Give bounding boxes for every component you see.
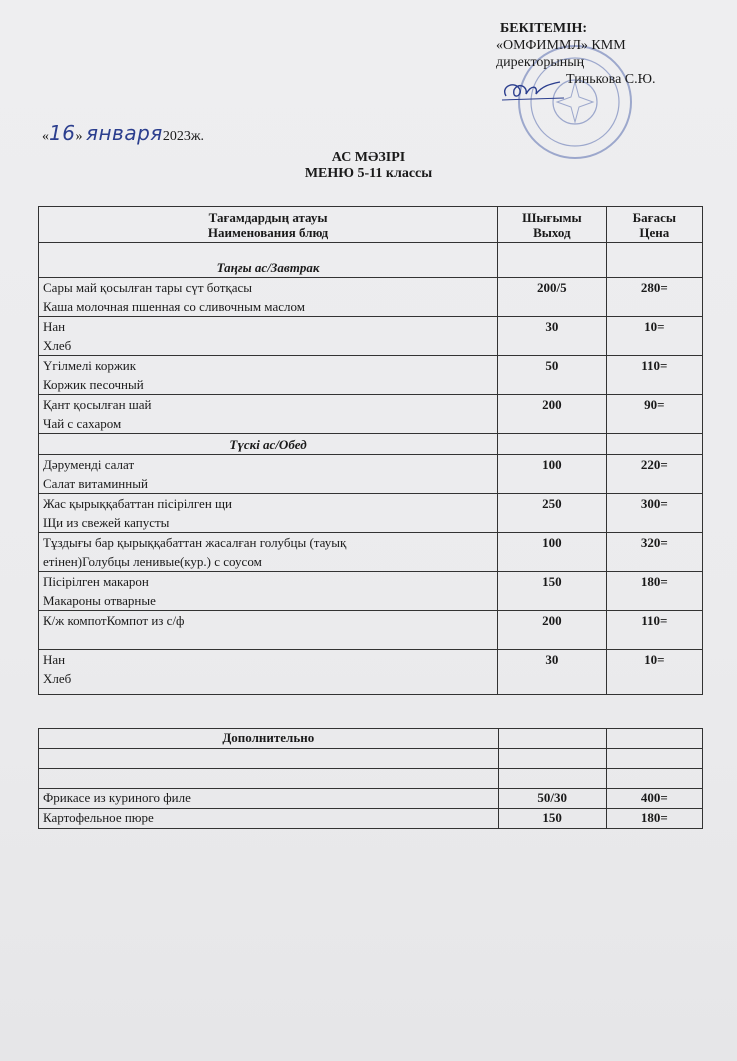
date-open-quote: « xyxy=(42,129,49,144)
section-lunch-label: Түскі ас/Обед xyxy=(39,434,498,455)
section-breakfast xyxy=(39,243,703,278)
table-row: К/ж компотКомпот из с/ф 200 110= xyxy=(39,611,703,650)
table-row: Пісірілген макарон Макароны отварные 150 180= xyxy=(39,572,703,611)
table-row: Тұздығы бар қырыққабаттан жасалған голубцы (тауық етінен)Голубцы ленивые(кур.) с соусом 100 320= xyxy=(39,533,703,572)
col-price-header: Бағасы Цена xyxy=(606,207,702,243)
extra-table xyxy=(38,728,703,829)
date-day: 16 xyxy=(49,121,76,145)
table-row xyxy=(39,749,703,769)
menu-table xyxy=(38,206,703,695)
menu-title xyxy=(0,150,737,182)
section-breakfast-label: Таңғы ас/Завтрак xyxy=(39,243,498,278)
document-date xyxy=(42,121,204,145)
approval-org: «ОМФИММЛ» КММ xyxy=(496,38,626,53)
date-year: 2023ж. xyxy=(162,129,205,144)
table-row: Жас қырыққабаттан пісірілген щи Щи из свежей капусты 250 300= xyxy=(39,494,703,533)
table-row: Үгілмелі коржик Коржик песочный 50 110= xyxy=(39,356,703,395)
col-name-header: Тағамдардың атауы Наименования блюд xyxy=(39,207,498,243)
section-lunch xyxy=(39,434,703,455)
table-row: Нан Хлеб 30 10= xyxy=(39,317,703,356)
table-row: Нан Хлеб 30 10= xyxy=(39,650,703,695)
approval-position: директорының xyxy=(496,55,585,70)
table-row: Қант қосылған шай Чай с сахаром 200 90= xyxy=(39,395,703,434)
col-yield-header: Шығымы Выход xyxy=(498,207,606,243)
approval-title: БЕКІТЕМІН: xyxy=(500,21,588,36)
approval-name: Тинькова С.Ю. xyxy=(566,72,656,87)
table-row: Картофельное пюре 150 180= xyxy=(39,809,703,829)
date-month: января xyxy=(85,121,163,145)
menu-title-kz: АС МӘЗІРІ xyxy=(331,150,406,165)
table-row xyxy=(39,769,703,789)
menu-table-header xyxy=(39,207,703,243)
table-row: Фрикасе из куриного филе 50/30 400= xyxy=(39,789,703,809)
extra-label: Дополнительно xyxy=(39,729,499,749)
handwritten-signature xyxy=(498,76,568,106)
extra-header xyxy=(39,729,703,749)
menu-title-ru: МЕНЮ 5-11 классы xyxy=(304,166,433,181)
table-row: Сары май қосылған тары сүт ботқасы Каша молочная пшенная со сливочным маслом 200/5 280= xyxy=(39,278,703,317)
table-row: Дәрумендi салат Салат витаминный 100 220= xyxy=(39,455,703,494)
date-close-quote: » xyxy=(75,129,83,144)
